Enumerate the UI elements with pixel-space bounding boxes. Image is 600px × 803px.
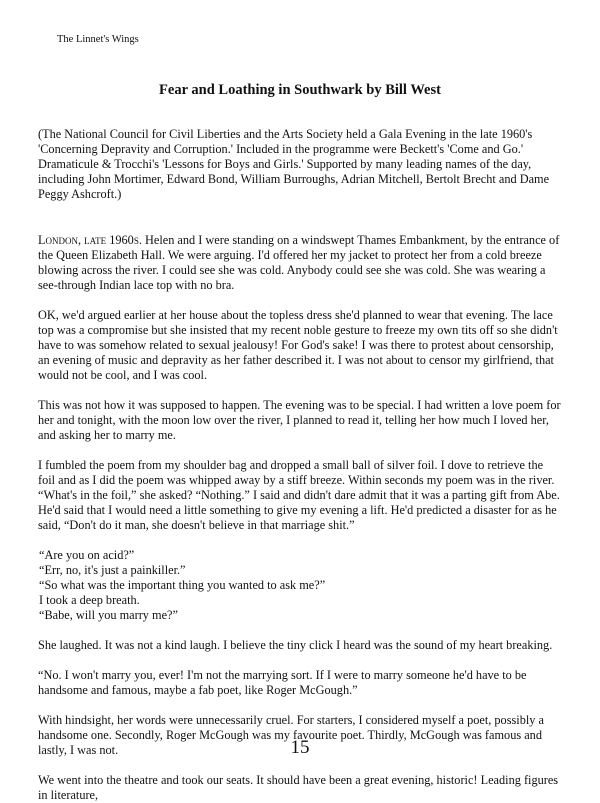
dialogue-line: “Err, no, it's just a painkiller.” xyxy=(39,563,186,577)
paragraph-1 xyxy=(38,233,562,293)
dialogue-line: “Are you on acid?” xyxy=(39,548,135,562)
paragraph-2: OK, we'd argued earlier at her house about the topless dress she'd planned to wear that evening. The lace top was a compromise but she insisted that my recent noble gesture to freeze my own tits off so she didn't have to was somehow related to sexual jealousy! For God's sake! I was there to protest about censorship, an evening of music and depravity as her father described it. I was not about to censor my girlfriend, that would not be cool, and I was cool. xyxy=(38,308,558,382)
paragraph-7: With hindsight, her words were unnecessarily cruel. For starters, I considered myself a poet, possibly a handsome one. Secondly, Roger McGough was my favourite poet. Thirdly, McGough was famous and lastly, I was not. xyxy=(38,713,544,757)
dialogue-block xyxy=(38,548,562,623)
dialogue-line: “Babe, will you marry me?” xyxy=(39,608,178,622)
story-title-main: Fear and Loathing in Southwark xyxy=(159,82,363,98)
running-head: The Linnet's Wings xyxy=(57,34,139,45)
story-body xyxy=(38,233,562,803)
dialogue-line: “So what was the important thing you wanted to ask me?” xyxy=(39,578,326,592)
paragraph-6: “No. I won't marry you, ever! I'm not the marrying sort. If I were to marry someone he'd have to be handsome and famous, maybe a fab poet, like Roger McGough.” xyxy=(38,668,527,697)
paragraph-8: We went into the theatre and took our seats. It should have been a great evening, historic! Leading figures in literature, xyxy=(38,773,559,802)
dateline: London, late 1960s. xyxy=(38,233,142,247)
story-title xyxy=(38,82,562,99)
dialogue-line: I took a deep breath. xyxy=(39,593,140,607)
paragraph-5: She laughed. It was not a kind laugh. I believe the tiny click I heard was the sound of my heart breaking. xyxy=(38,638,553,652)
page-number: 15 xyxy=(290,737,310,758)
paragraph-1-text: Helen and I were standing on a windswept Thames Embankment, by the entrance of the Queen Elizabeth Hall. We were arguing. I'd offered her my jacket to protect her from a cold breeze blowing across the river. I could see she was cold. Anybody could see she was cold. She was wearing a see-through Indian lace top with no bra. xyxy=(38,233,560,292)
story-byline: by Bill West xyxy=(362,82,441,98)
paragraph-3: This was not how it was supposed to happen. The evening was to be special. I had written a love poem for her and tonight, with the moon low over the river, I planned to read it, telling her how much I loved her, and asking her to marry me. xyxy=(38,398,561,442)
paragraph-4: I fumbled the poem from my shoulder bag and dropped a small ball of silver foil. I dove to retrieve the foil and as I did the poem was whipped away by a stiff breeze. Within seconds my poem was in the river. “What's in the foil,” she asked? “Nothing.” I said and didn't dare admit that it was a parting gift from Abe. He'd said that I would need a little something to give my evening a lift. He'd predicted a disaster for as he said, “Don't do it man, she doesn't believe in that marriage shit.” xyxy=(38,458,560,532)
intro-note: (The National Council for Civil Liberties and the Arts Society held a Gala Evening in the late 1960's 'Concerning Depravity and Corruption.' Included in the programme were Beckett's 'Come and Go.' Dramaticule & Trocchi's 'Lessons for Boys and Girls.' Supported by many leading names of the day, including John Mortimer, Edward Bond, William Burroughs, Adrian Mitchell, Bertolt Brecht and Dame Peggy Ashcroft.) xyxy=(38,127,550,201)
